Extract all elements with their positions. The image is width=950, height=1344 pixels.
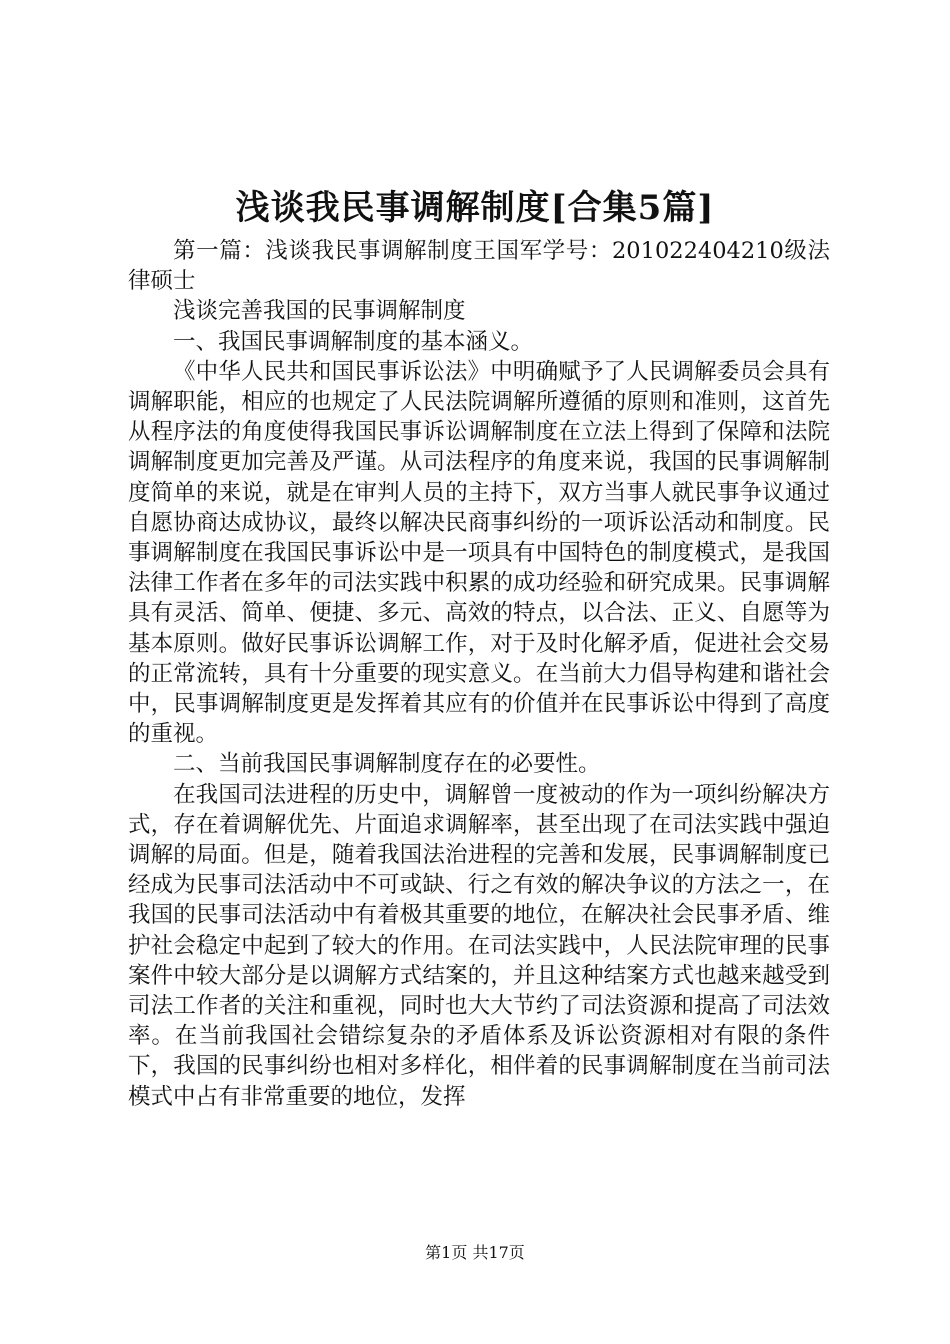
paragraph-heading-first: 第一篇：浅谈我民事调解制度王国军学号：2010224042​10级法律硕士 [128, 238, 830, 295]
section-heading-2: 二、当前我国民事调解制度存在的必要性。 [173, 751, 601, 778]
section-heading-1: 一、我国民事调解制度的基本涵义。 [173, 328, 534, 355]
paragraph-subtitle: 浅谈完善我国的民事调解制度 [173, 298, 466, 325]
page-footer: 第1页 共17页 [425, 1243, 525, 1262]
paragraph-body-2: 在我国司法进程的历史中，调解曾一度被动的作为一项纠纷解决方式，存在着调解优先、片面追求调解率，甚至出现了在司法实践中强迫调解的局面。但是，随着我国法治进程的完善和发展，民事调解制度已经成为民事司法活动中不可或缺、行之有效的解决争议的方法之一，在我国的民事司法活动中有着极其重要的地位，在解决社会民事矛盾、维护社会稳定中起到了较大的作用。在司法实践中，人民法院审理的民事案件中较大部分是以调解方式结案的，并且这种结案方式也越来越受到司法工作者的关注和重视，同时也大大节约了司法资源和提高了司法效率。在当前我国社会错综复杂的矛盾体系及诉讼资源相对有限的条件下，我国的民事纠纷也相对多样化，相伴着的民事调解制度在当前司法模式中占有非常重要的地位，发挥 [128, 781, 830, 1110]
paragraph-body-1: 《中华人民共和国民事诉讼法》中明确赋予了人民调解委员会具有调解职能，相应的也规定了人民法院调解所遵循的原则和准则，这首先从程序法的角度使得我国民事诉讼调解制度在立法上得到了保障和法院调解制度更加完善及严谨。从司法程序的角度来说，我国的民事调解制度简单的来说，就是在审判人员的主持下，双方当事人就民事争议通过自愿协商达成协议，最终以解决民商事纠纷的一项诉讼活动和制度。民事调解制度在我国民事诉讼中是一项具有中国特色的制度模式，是我国法律工作者在多年的司法实践中积累的成功经验和研究成果。民事调解具有灵活、简单、便捷、多元、高效的特点，以合法、正义、自愿等为基本原则。做好民事诉讼调解工作，对于及时化解矛盾，促进社会交易的正常流转，具有十分重要的现实意义。在当前大力倡导构建和谐社会中，民事调解制度更是发挥着其应有的价值并在民事诉讼中得到了高度的重视。 [128, 358, 830, 748]
document-title: 浅谈我民事调解制度[合集5篇] [235, 188, 715, 228]
document-body [128, 236, 830, 1112]
